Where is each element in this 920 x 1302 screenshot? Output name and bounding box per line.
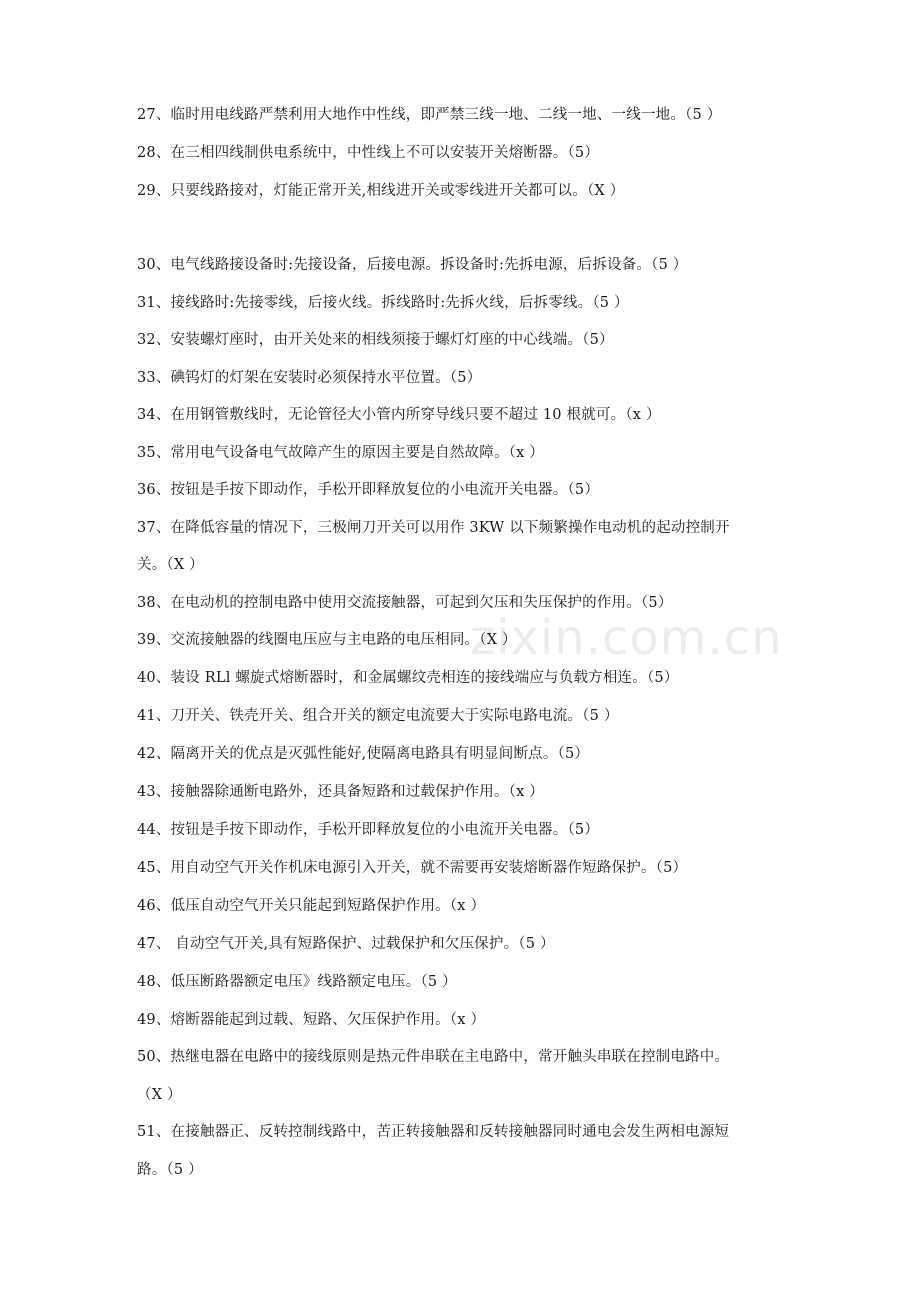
- text-line: 34、在用钢管敷线时，无论管径大小管内所穿导线只要不超过 10 根就可。（x ）: [137, 407, 661, 423]
- watermark: zixin.com.cn: [470, 610, 783, 666]
- text-line: 41、刀开关、铁壳开关、组合开关的额定电流要大于实际电路电流。（5 ）: [137, 708, 619, 724]
- text-line: 45、用自动空气开关作机床电源引入开关，就不需要再安装熔断器作短路保护。（5）: [137, 860, 688, 876]
- text-line: 50、热继电器在电路中的接线原则是热元件串联在主电路中，常开触头串联在控制电路中。: [137, 1049, 730, 1065]
- text-line: 42、隔离开关的优点是灭弧性能好,使隔离电路具有明显间断点。（5）: [137, 746, 590, 762]
- text-line: 28、在三相四线制供电系统中，中性线上不可以安装开关熔断器。（5）: [137, 145, 600, 161]
- text-line: 37、在降低容量的情况下，三极闸刀开关可以用作 3KW 以下频繁操作电动机的起动控制开: [137, 520, 730, 536]
- text-line: 49、熔断器能起到过载、短路、欠压保护作用。（x ）: [137, 1012, 486, 1028]
- text-line: 33、碘钨灯的灯架在安装时必须保持水平位置。（5）: [137, 370, 482, 386]
- text-line: （X ）: [137, 1087, 182, 1103]
- text-line: 27、临时用电线路严禁利用大地作中性线，即严禁三线一地、二线一地、一线一地。（5 ）: [137, 107, 722, 123]
- text-line: 30、电气线路接设备时:先接设备，后接电源。拆设备时:先拆电源，后拆设备。（5 ）: [137, 257, 688, 273]
- text-line: 32、安装螺灯座时，由开关处来的相线须接于螺灯灯座的中心线端。（5）: [137, 332, 614, 348]
- text-line: 46、低压自动空气开关只能起到短路保护作用。（x ）: [137, 898, 486, 914]
- text-line: 44、按钮是手按下即动作，手松开即释放复位的小电流开关电器。（5）: [137, 822, 600, 838]
- text-line: 36、按钮是手按下即动作，手松开即释放复位的小电流开关电器。（5）: [137, 482, 600, 498]
- text-line: 31、接线路时:先接零线，后接火线。拆线路时:先拆火线，后拆零线。（5 ）: [137, 295, 629, 311]
- text-line: 35、常用电气设备电气故障产生的原因主要是自然故障。（x ）: [137, 445, 544, 461]
- text-line: 路。（5 ）: [137, 1162, 203, 1178]
- text-line: 29、只要线路接对，灯能正常开关,相线进开关或零线进开关都可以。（X ）: [137, 183, 625, 199]
- text-line: 48、低压断路器额定电压》线路额定电压。（5 ）: [137, 974, 457, 990]
- text-line: 43、接触器除通断电路外，还具备短路和过载保护作用。（x ）: [137, 784, 544, 800]
- text-line: 39、交流接触器的线圈电压应与主电路的电压相同。（X ）: [137, 632, 517, 648]
- text-line: 40、装设 RLl 螺旋式熔断器时，和金属螺纹壳相连的接线端应与负载方相连。（5）: [137, 670, 679, 686]
- text-line: 47、 自动空气开关,具有短路保护、过载保护和欠压保护。（5 ）: [137, 936, 555, 952]
- text-line: 51、在接触器正、反转控制线路中，苦正转接触器和反转接触器同时通电会发生两相电源短: [137, 1124, 730, 1140]
- text-line: 38、在电动机的控制电路中使用交流接触器，可起到欠压和失压保护的作用。（5）: [137, 595, 673, 611]
- text-line: 关。（X ）: [137, 557, 204, 573]
